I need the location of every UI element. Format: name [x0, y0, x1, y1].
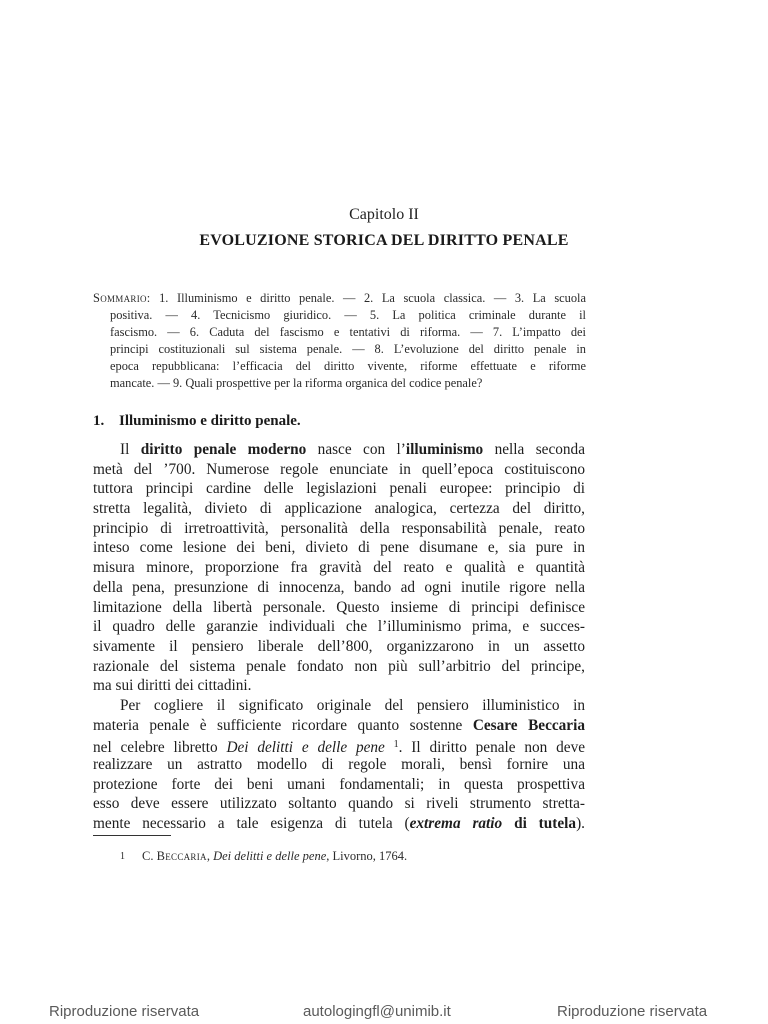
- section-number: 1.: [93, 413, 105, 429]
- section-heading: [93, 413, 301, 430]
- paragraph-line: protezione forte dei beni umani fondamentali; in questa prospettiva: [93, 775, 585, 793]
- paragraph-line: misura minore, proporzione fra gravità del reato e qualità e quantità: [93, 559, 585, 577]
- summary-label: Sommario:: [93, 291, 151, 305]
- watermark-right: Riproduzione riservata: [557, 1003, 708, 1020]
- paragraph-line: sivamente il pensiero liberale dell’800, organizzarono in un assetto: [93, 637, 585, 655]
- term-cesare-beccaria: Cesare Beccaria: [472, 716, 585, 734]
- section-title: Illuminismo e diritto penale.: [119, 413, 301, 429]
- paragraph-line: materia penale è sufficiente ricordare quanto sostenne Cesare Beccaria: [93, 716, 585, 734]
- footnote-author: Beccaria: [156, 849, 207, 863]
- paragraph-line: inteso come lesione dei beni, divieto di pene disumane e, sia pure in: [93, 539, 585, 557]
- paragraph-line: principio di irretroattività, personalità della responsabilità penale, reato: [93, 519, 585, 537]
- footnote-reference[interactable]: 1: [393, 739, 399, 751]
- paragraph-line: Il diritto penale moderno nasce con l’illuminismo nella seconda: [120, 441, 585, 458]
- summary-line: epoca repubblicana: l’efficacia del diritto vivente, riforme effettuate e riforme: [110, 359, 586, 373]
- paragraph-line: metà del ’700. Numerose regole enunciate in quell’epoca costituiscono: [93, 460, 585, 478]
- paragraph-line: il quadro delle garanzie individuali che l’illuminismo prima, e succes-: [93, 618, 585, 636]
- paragraph-line: della pena, presunzione di innocenza, bando ad ogni inutile rigore nella: [93, 578, 585, 596]
- term-diritto-penale-moderno: diritto penale moderno: [140, 441, 307, 458]
- chapter-label: Capitolo II: [349, 206, 419, 223]
- paragraph-line: tuttora principi cardine delle legislazioni penali europee: principio di: [93, 480, 585, 498]
- paragraph-line: limitazione della libertà personale. Questo insieme di principi definisce: [93, 598, 585, 616]
- paragraph-line: realizzare un astratto modello di regole morali, bensì fornire una: [93, 756, 585, 773]
- summary-line: fascismo. — 6. Caduta del fascismo e tentativi di riforma. — 7. L’impatto dei: [110, 325, 586, 339]
- paragraph-line: stretta legalità, divieto di applicazione analogica, certezza del diritto,: [93, 500, 585, 518]
- watermark-left: Riproduzione riservata: [49, 1003, 200, 1020]
- summary-line: mancate. — 9. Quali prospettive per la riforma organica del codice penale?: [110, 376, 483, 390]
- paragraph-line: esso deve essere utilizzato soltanto quando si riveli strumento stretta-: [93, 795, 585, 813]
- footnote-number: 1: [120, 851, 125, 862]
- term-illuminismo: illuminismo: [405, 441, 484, 458]
- paragraph-line: mente necessario a tale esigenza di tutela (extrema ratio di tutela).: [93, 815, 585, 833]
- paragraph-line: nel celebre libretto Dei delitti e delle pene $^1$. Il diritto penale non deve: [93, 739, 586, 757]
- footnote-work: Dei delitti e delle pene: [213, 849, 327, 863]
- term-extrema-ratio: extrema ratio: [409, 815, 503, 833]
- footnote-separator: [93, 835, 171, 836]
- term-di-tutela: di tutela: [502, 815, 577, 833]
- book-title: Dei delitti e delle pene: [226, 739, 385, 757]
- chapter-title: EVOLUZIONE STORICA DEL DIRITTO PENALE: [199, 232, 569, 249]
- paragraph-line: ma sui diritti dei cittadini.: [93, 677, 252, 695]
- chapter-summary: [93, 290, 586, 392]
- watermark-center: autologingfl@unimib.it: [303, 1003, 451, 1020]
- summary-line: principi costituzionali sul sistema penale. — 8. L’evoluzione del diritto penale in: [110, 342, 586, 356]
- body-text: [93, 440, 585, 834]
- summary-line: positiva. — 4. Tecnicismo giuridico. — 5. La politica criminale durante il: [110, 308, 586, 322]
- summary-line: Sommario: 1. Illuminismo e diritto penale. — 2. La scuola classica. — 3. La scuola: [93, 291, 586, 305]
- paragraph-line: razionale del sistema penale fondato non più sull’arbitrio del principe,: [93, 657, 585, 675]
- footnote: 1 C. Beccaria, Dei delitti e delle pene, Livorno, 1764.: [120, 849, 408, 863]
- paragraph-line: Per cogliere il significato originale del pensiero illuministico in: [120, 696, 585, 714]
